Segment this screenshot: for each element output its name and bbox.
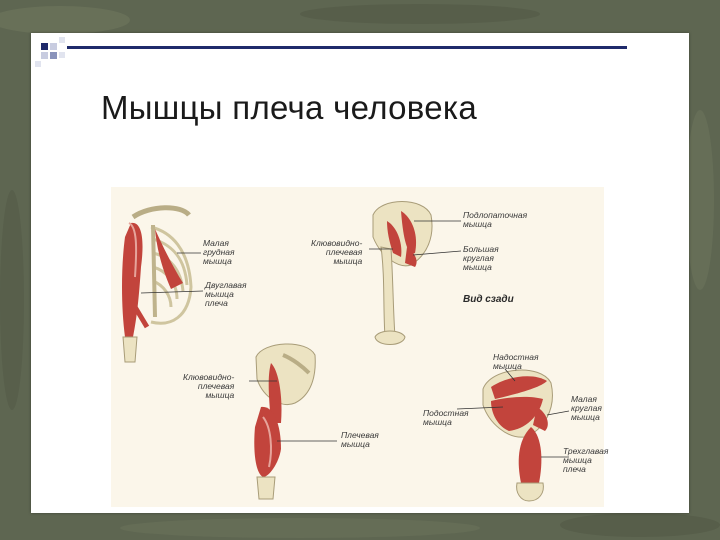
label-brachialis: Плечевая мышца [341,430,379,449]
corner-decoration [31,33,689,73]
anatomy-figure [111,187,609,507]
anatomy-drawings [111,187,604,507]
label-coracobrachialis-top: Клювовидно- плечевая мышца [311,238,363,266]
label-subscapularis: Подлопаточная мышца [463,210,528,229]
label-infraspinatus: Подостная мышца [423,408,469,427]
figure-chest-front [122,208,191,362]
slide-title: Мышцы плеча человека [101,89,478,126]
figure-front-middle [254,344,315,499]
label-teres-major: Большая круглая мышца [463,244,499,272]
label-pectoralis-minor: Малая грудная мышца [203,238,235,266]
label-view-back: Вид сзади [463,294,514,305]
label-biceps: Двуглавая мышца плеча [205,280,247,308]
slide [31,33,689,513]
label-coracobrachialis-mid: Клювовидно- плечевая мышца [183,372,235,400]
label-teres-minor: Малая круглая мышца [571,394,602,422]
label-supraspinatus: Надостная мышца [493,352,539,371]
label-triceps: Трехглавая мышца плеча [563,446,609,474]
figure-back-bottom [483,370,552,501]
figure-back-top [373,202,432,345]
